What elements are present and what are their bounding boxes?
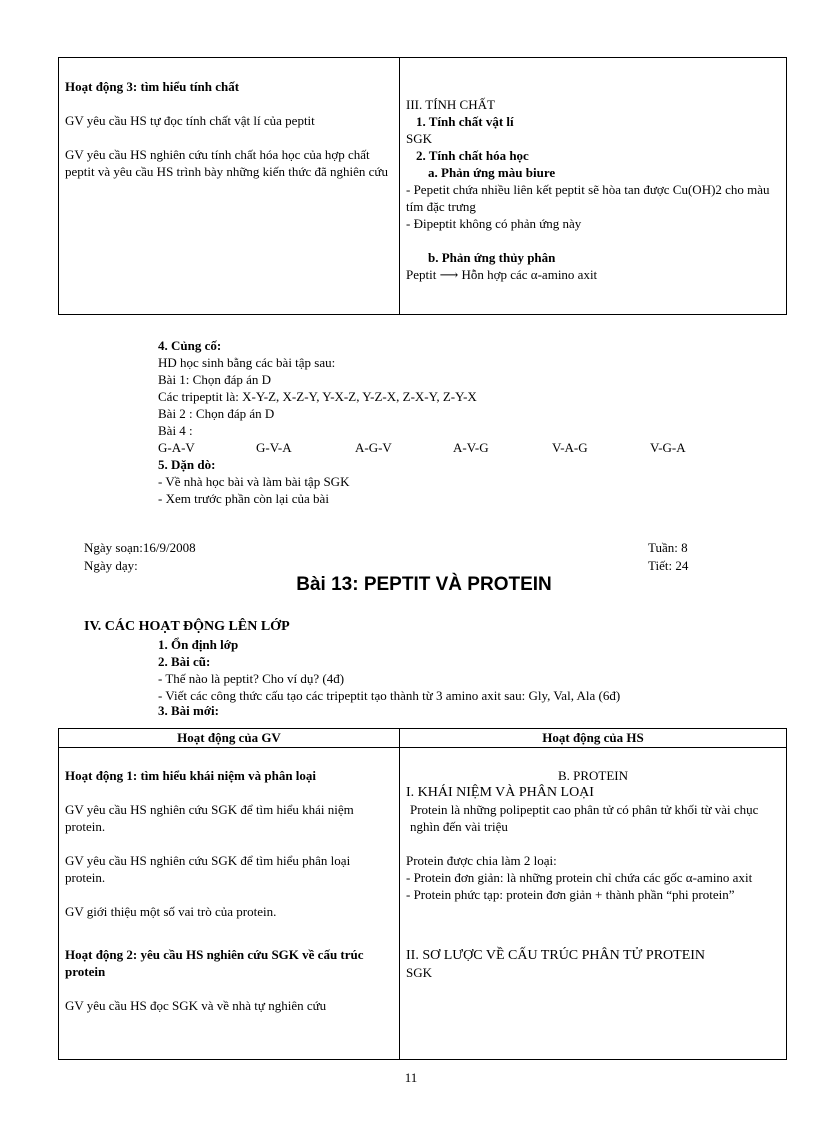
step-old-lesson: 2. Bài cũ: <box>158 654 211 669</box>
lesson-title: Bài 13: PEPTIT VÀ PROTEIN <box>296 574 552 595</box>
structure-sgk: SGK <box>406 965 433 980</box>
activity-table-1 <box>58 57 787 315</box>
section-properties: III. TÍNH CHẤT <box>406 97 495 112</box>
sequence-item: A-V-G <box>453 440 489 455</box>
structure-instruction: GV yêu cầu HS đọc SGK và về nhà tự nghiên cứu <box>65 998 327 1013</box>
consolidation-line: Các tripeptit là: X-Y-Z, X-Z-Y, Y-X-Z, Y-Z-X, Z-X-Y, Z-Y-X <box>158 389 477 404</box>
sequence-item: G-V-A <box>256 440 292 455</box>
hydrolysis-reaction: Peptit ⟶ Hỗn hợp các α-amino axit <box>406 267 598 282</box>
homework-line: - Xem trước phần còn lại của bài <box>158 491 329 506</box>
sequence-item: G-A-V <box>158 440 195 455</box>
header-hs: Hoạt động của HS <box>400 729 787 748</box>
tripeptit-sequence-row <box>158 439 778 456</box>
activity3-label: Hoạt động 3 <box>65 79 133 94</box>
activities-heading: IV. CÁC HOẠT ĐỘNG LÊN LỚP <box>84 619 290 634</box>
consolidation-line: Bài 1: Chọn đáp án D <box>158 372 272 387</box>
physical-prop-instruction: GV yêu cầu HS tự đọc tính chất vật lí của peptit <box>65 113 315 128</box>
section-i-heading: I. KHÁI NIỆM VÀ PHÂN LOẠI <box>406 785 594 800</box>
header-gv: Hoạt động của GV <box>59 729 400 748</box>
physical-properties-sgk: SGK <box>406 131 433 146</box>
hydrolysis-heading: b. Phản ứng thủy phân <box>428 250 556 265</box>
section-ii-heading: II. SƠ LƯỢC VỀ CẤU TRÚC PHÂN TỬ PROTEIN <box>406 948 706 963</box>
protein-classification: Protein được chia làm 2 loại: <box>406 853 557 868</box>
consolidation-heading: 4. Củng cố: <box>158 338 222 353</box>
simple-protein: - Protein đơn giản: là những protein chỉ chứa các gốc α-amino axit <box>406 870 753 885</box>
biuret-item-1: - Pepetit chứa nhiều liên kết peptit sẽ hòa tan được Cu(OH)2 cho màu tím đặc trưng <box>406 182 770 214</box>
chemical-prop-instruction: GV yêu cầu HS nghiên cứu tính chất hóa học của hợp chất peptit và yêu cầu HS trình bày những kiến thức đã nghiên cứu <box>65 147 388 179</box>
chemical-properties-heading: 2. Tính chất hóa học <box>416 148 529 163</box>
physical-properties-heading: 1. Tính chất vật lí <box>416 114 514 129</box>
consolidation-section <box>158 337 778 507</box>
homework-heading: 5. Dặn dò: <box>158 457 216 472</box>
activities-steps <box>158 636 798 718</box>
sequence-item: V-A-G <box>552 440 588 455</box>
activity-table-2 <box>58 728 787 1060</box>
sequence-item: V-G-A <box>650 440 686 455</box>
table1-left-cell <box>59 58 400 315</box>
table1-right-cell <box>400 58 787 315</box>
step-class-stabilization: 1. Ổn định lớp <box>158 637 239 652</box>
consolidation-line: Bài 4 : <box>158 423 193 438</box>
activity2-heading: Hoạt động 2: yêu cầu HS nghiên cứu SGK về cấu trúc protein <box>65 947 364 979</box>
old-lesson-question-1: - Thế nào là peptit? Cho ví dụ? (4đ) <box>158 671 345 686</box>
consolidation-line: Bài 2 : Chọn đáp án D <box>158 406 275 421</box>
date-taught: Ngày dạy: <box>84 558 138 573</box>
week-number: Tuần: 8 <box>648 540 688 555</box>
homework-line: - Về nhà học bài và làm bài tập SGK <box>158 474 350 489</box>
complex-protein: - Protein phức tạp: protein đơn giản + thành phần “phi protein” <box>406 887 735 902</box>
classify-instruction: GV yêu cầu HS nghiên cứu SGK để tìm hiểu phân loại protein. <box>65 853 351 885</box>
sequence-item: A-G-V <box>355 440 392 455</box>
protein-definition: Protein là những polipeptit cao phân tử có phân tử khối từ vài chục nghìn đến vài triệu <box>410 802 759 834</box>
concept-instruction: GV yêu cầu HS nghiên cứu SGK để tìm hiểu khái niệm protein. <box>65 802 354 834</box>
period-number: Tiết: 24 <box>648 558 689 573</box>
activity3-title: : tìm hiểu tính chất <box>132 79 240 94</box>
table2-right-cell <box>400 748 787 1060</box>
biuret-item-2: - Đipeptit không có phản ứng này <box>406 216 582 231</box>
table2-left-cell <box>59 748 400 1060</box>
role-instruction: GV giới thiệu một số vai trò của protein. <box>65 904 277 919</box>
activity1-heading: Hoạt động 1: tìm hiểu khái niệm và phân loại <box>65 768 317 783</box>
section-b-protein: B. PROTEIN <box>557 768 629 783</box>
step-new-lesson: 3. Bài mới: <box>158 703 220 718</box>
page-number: 11 <box>404 1070 418 1085</box>
old-lesson-question-2: - Viết các công thức cấu tạo các tripeptit tạo thành từ 3 amino axit sau: Gly, Val, Ala (6đ) <box>158 688 621 703</box>
biuret-reaction-heading: a. Phản ứng màu biure <box>428 165 556 180</box>
consolidation-line: HD học sinh bằng các bài tập sau: <box>158 355 336 370</box>
date-prepared: Ngày soạn:16/9/2008 <box>84 540 196 555</box>
